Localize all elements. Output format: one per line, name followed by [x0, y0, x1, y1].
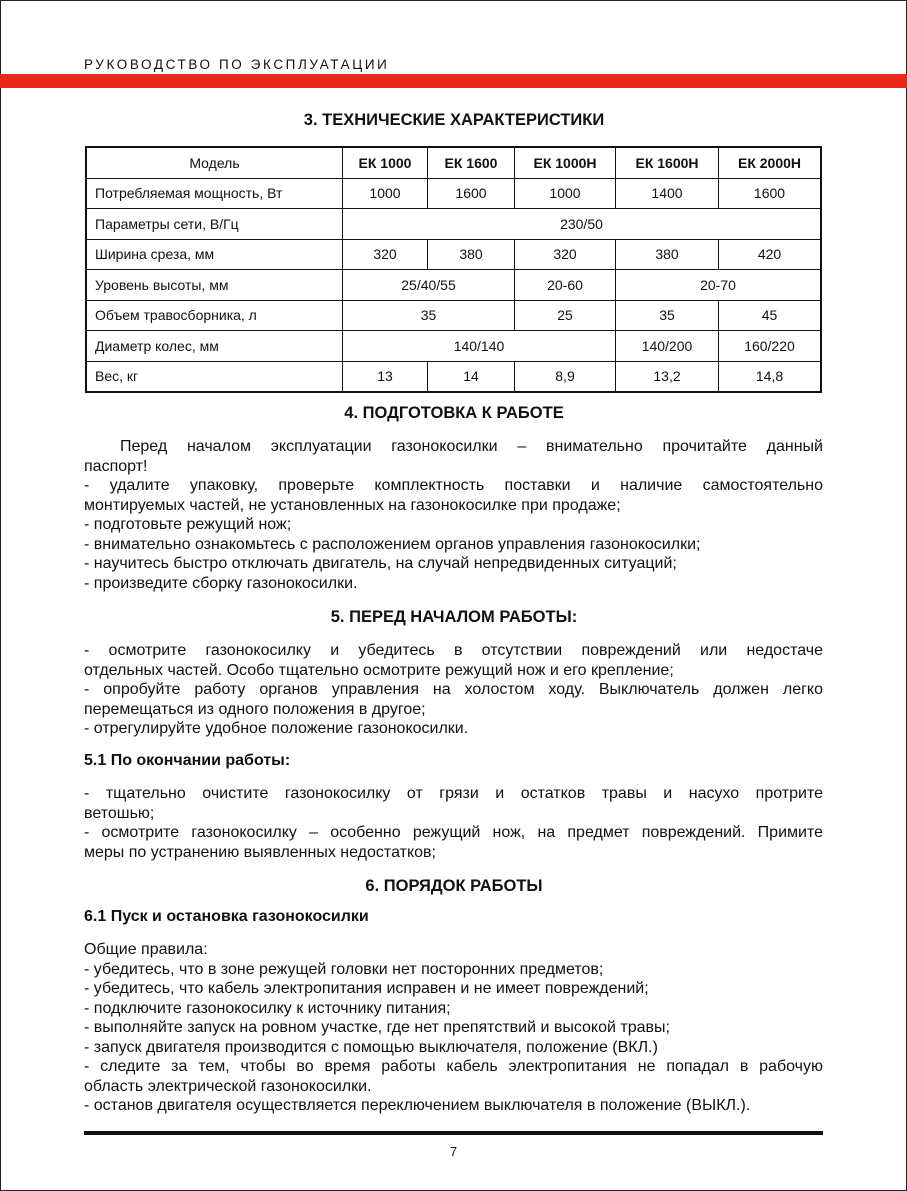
text-line: область электрической газонокосилки. — [84, 1077, 372, 1095]
text-line: монтируемых частей, не установленных на газонокосилке при продаже; — [84, 496, 621, 514]
table-cell: 380 — [428, 239, 515, 270]
text-line: - убедитесь, что кабель электропитания исправен и не имеет повреждений; — [84, 980, 649, 997]
table-cell: 20-60 — [515, 270, 616, 301]
text-line: Перед началом эксплуатации газонокосилки – внимательно прочитайте данный — [120, 438, 823, 455]
text-line: - подключите газонокосилку к источнику питания; — [84, 999, 451, 1017]
table-cell: Модель — [86, 147, 343, 178]
table-cell: 1600 — [428, 178, 515, 209]
text-line: - тщательно очистите газонокосилку от грязи и остатков травы и насухо протрите — [84, 785, 823, 802]
table-cell: Потребляемая мощность, Вт — [86, 178, 343, 209]
table-cell: 140/200 — [616, 331, 719, 362]
text-line: - внимательно ознакомьтесь с расположением органов управления газонокосилки; — [84, 535, 701, 553]
table-cell: ЕК 1000 — [343, 147, 428, 178]
table-cell: 380 — [616, 239, 719, 270]
table-row — [86, 178, 821, 209]
table-row — [86, 239, 821, 270]
text-line: - останов двигателя осуществляется переключением выключателя в положение (ВЫКЛ.). — [84, 1097, 751, 1114]
text-line: - научитесь быстро отключать двигатель, на случай непредвиденных ситуаций; — [84, 555, 677, 572]
text-line: отдельных частей. Особо тщательно осмотрите режущий нож и его крепление; — [84, 661, 674, 679]
table-row — [86, 209, 821, 240]
table-row — [86, 331, 821, 362]
table-cell: 420 — [719, 239, 822, 270]
table-row — [86, 300, 821, 331]
text-line: - следите за тем, чтобы во время работы кабель электропитания не попадал в рабочую — [84, 1058, 823, 1075]
table-row — [86, 361, 821, 392]
running-header: РУКОВОДСТВО ПО ЭКСПЛУАТАЦИИ — [84, 57, 390, 72]
table-cell: 13,2 — [616, 361, 719, 392]
header-red-band — [0, 74, 907, 88]
table-cell: ЕК 2000Н — [719, 147, 822, 178]
table-cell: 35 — [343, 300, 515, 331]
table-header-row — [86, 147, 821, 178]
table-row — [86, 270, 821, 301]
text-line: - убедитесь, что в зоне режущей головки нет посторонних предметов; — [84, 960, 604, 978]
table-cell: ЕК 1600Н — [616, 147, 719, 178]
text-line: ветошью; — [84, 804, 155, 822]
text-line: - произведите сборку газонокосилки. — [84, 574, 358, 592]
table-cell: 35 — [616, 300, 719, 331]
section-4-text — [84, 437, 823, 593]
table-cell: 8,9 — [515, 361, 616, 392]
footer-rule — [84, 1131, 823, 1135]
text-line: - выполняйте запуск на ровном участке, где нет препятствий и высокой травы; — [84, 1019, 670, 1036]
table-cell: 1000 — [515, 178, 616, 209]
text-line: - удалите упаковку, проверьте комплектность поставки и наличие самостоятельно — [84, 477, 823, 494]
table-cell: 140/140 — [343, 331, 616, 362]
table-cell: 14 — [428, 361, 515, 392]
table-cell: 25 — [515, 300, 616, 331]
table-cell: 13 — [343, 361, 428, 392]
text-line: Общие правила: — [84, 941, 208, 958]
table-cell: 160/220 — [719, 331, 822, 362]
table-cell: 230/50 — [343, 209, 822, 240]
text-line: - подготовьте режущий нож; — [84, 516, 292, 533]
table-cell: 320 — [515, 239, 616, 270]
table-cell: Уровень высоты, мм — [86, 270, 343, 301]
section-5-text — [84, 641, 823, 739]
section-5-title: 5. ПЕРЕД НАЧАЛОМ РАБОТЫ: — [330, 608, 578, 626]
text-line: паспорт! — [84, 457, 148, 475]
text-line: - опробуйте работу органов управления на холостом ходу. Выключатель должен легко — [84, 681, 823, 698]
table-cell: ЕК 1600 — [428, 147, 515, 178]
table-cell: Вес, кг — [86, 361, 343, 392]
table-cell: 320 — [343, 239, 428, 270]
section-6-1-text — [84, 940, 823, 1116]
table-cell: ЕК 1000Н — [515, 147, 616, 178]
page-number: 7 — [449, 1144, 458, 1159]
section-3-title: 3. ТЕХНИЧЕСКИЕ ХАРАКТЕРИСТИКИ — [303, 111, 605, 129]
section-6-title: 6. ПОРЯДОК РАБОТЫ — [365, 877, 543, 895]
text-line: меры по устранению выявленных недостатков; — [84, 843, 436, 861]
table-cell: 20-70 — [616, 270, 822, 301]
text-line: - осмотрите газонокосилку и убедитесь в отсутствии повреждений или недостаче — [84, 642, 823, 659]
text-line: - запуск двигателя производится с помощью выключателя, положение (ВКЛ.) — [84, 1038, 658, 1056]
table-cell: 45 — [719, 300, 822, 331]
table-cell: 25/40/55 — [343, 270, 515, 301]
text-line: - отрегулируйте удобное положение газонокосилки. — [84, 720, 469, 737]
table-cell: 1000 — [343, 178, 428, 209]
section-5-1-text — [84, 784, 823, 862]
specs-table — [85, 146, 822, 393]
table-cell: 14,8 — [719, 361, 822, 392]
table-cell: 1400 — [616, 178, 719, 209]
text-line: - осмотрите газонокосилку – особенно режущий нож, на предмет повреждений. Примите — [84, 824, 823, 841]
table-cell: Диаметр колес, мм — [86, 331, 343, 362]
section-6-1-title: 6.1 Пуск и остановка газонокосилки — [84, 908, 369, 925]
text-line: перемещаться из одного положения в другое; — [84, 700, 426, 718]
table-cell: Ширина среза, мм — [86, 239, 343, 270]
table-cell: Объем травосборника, л — [86, 300, 343, 331]
table-cell: Параметры сети, В/Гц — [86, 209, 343, 240]
table-cell: 1600 — [719, 178, 822, 209]
section-5-1-title: 5.1 По окончании работы: — [84, 752, 291, 769]
section-4-title: 4. ПОДГОТОВКА К РАБОТЕ — [344, 404, 564, 422]
